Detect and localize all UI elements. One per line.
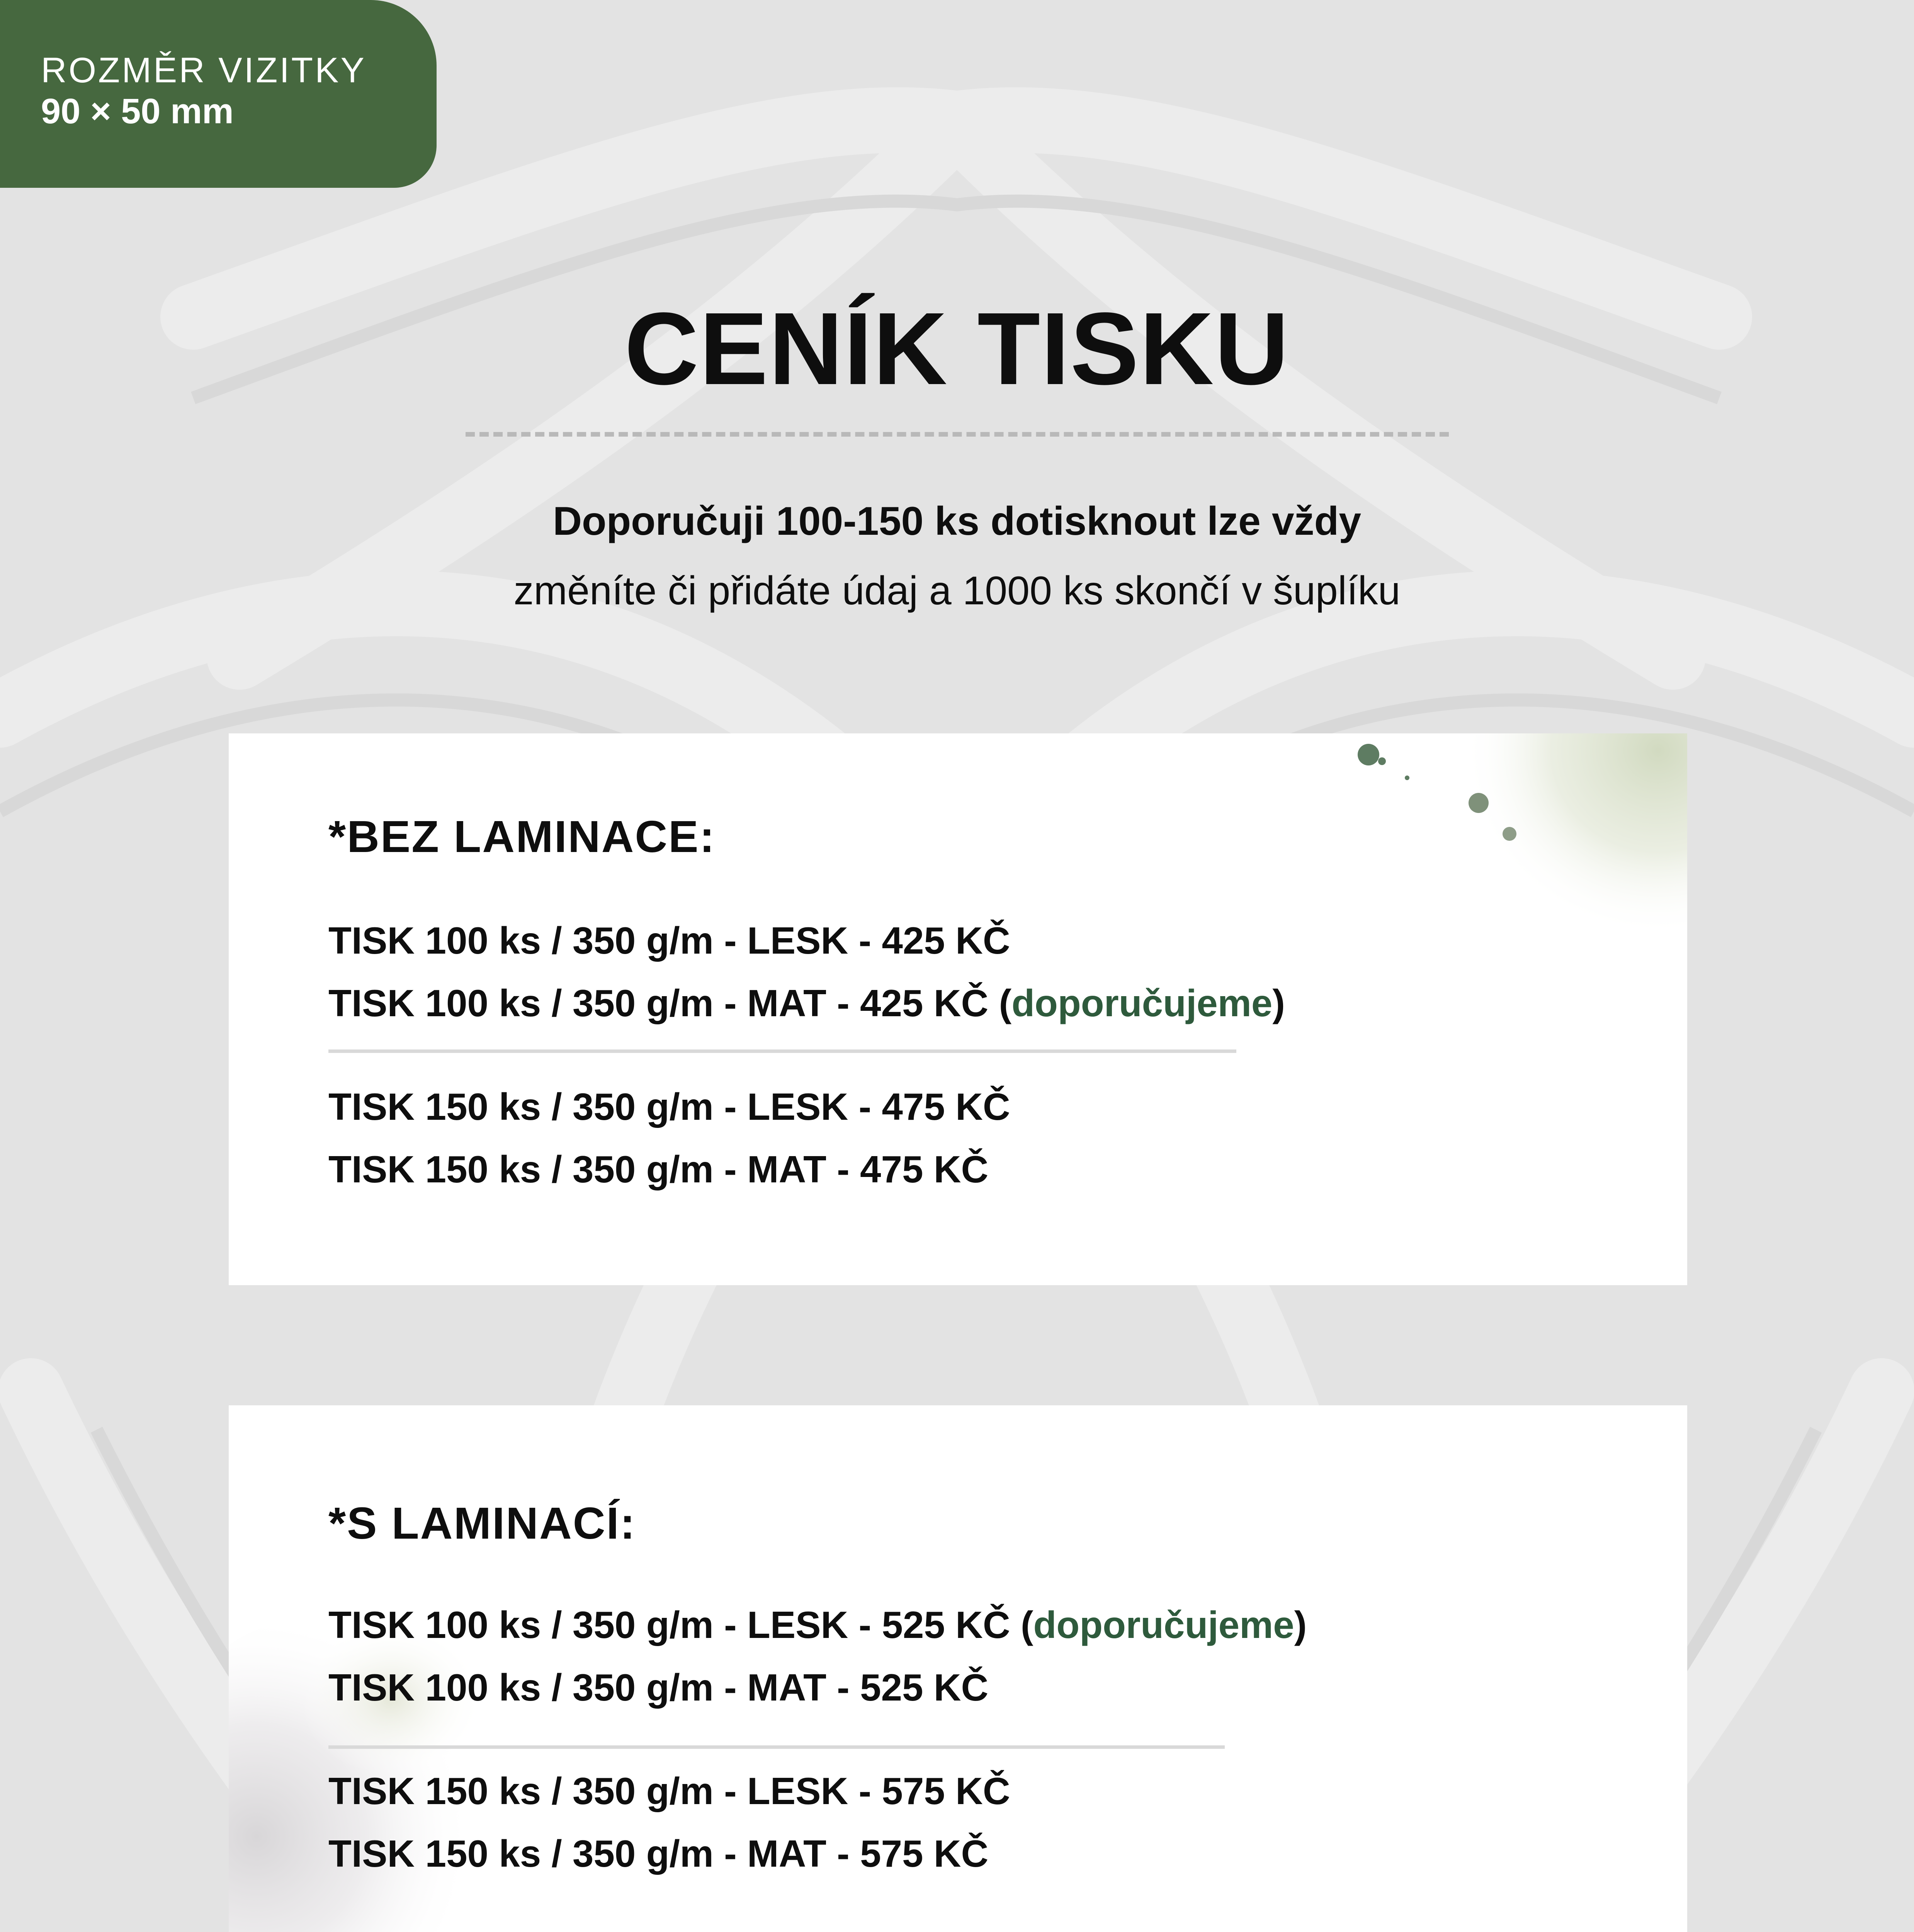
- badge-label: ROZMĚR VIZITKY: [41, 51, 366, 90]
- size-badge: [0, 0, 437, 188]
- title-divider: [466, 432, 1449, 437]
- intro-regular-line: změníte či přidáte údaj a 1000 ks skončí v šuplíku: [513, 568, 1401, 613]
- price-row: [328, 1148, 988, 1191]
- price-row: TISK 100 ks / 350 g/m - MAT - 425 KČ (doporučujeme): [328, 982, 1285, 1024]
- page-title: CENÍK TISKU: [624, 291, 1290, 406]
- price-row: [328, 919, 1010, 963]
- price-row-text: TISK 150 ks / 350 g/m - LESK - 475 KČ: [328, 1085, 1010, 1128]
- price-row-text: TISK 100 ks / 350 g/m - LESK - 425 KČ: [328, 919, 1010, 962]
- price-row: [328, 1769, 1010, 1813]
- price-row-text: TISK 150 ks / 350 g/m - MAT - 575 KČ: [328, 1832, 989, 1875]
- price-row-text: TISK 150 ks / 350 g/m - MAT - 475 KČ: [328, 1148, 989, 1190]
- row-divider: [328, 1745, 1225, 1749]
- price-card-with-lamination: [229, 1405, 1687, 1932]
- price-row-text: TISK 100 ks / 350 g/m - MAT - 525 KČ: [328, 1666, 989, 1709]
- card-heading: *BEZ LAMINACE:: [328, 811, 716, 862]
- watercolor-splash-decoration: [1339, 733, 1687, 1012]
- price-row-text: TISK 150 ks / 350 g/m - LESK - 575 KČ: [328, 1770, 1010, 1812]
- recommended-label: doporučujeme: [1011, 982, 1273, 1024]
- recommended-label: doporučujeme: [1033, 1604, 1294, 1646]
- badge-size: 90 × 50 mm: [41, 91, 234, 131]
- price-row-text: TISK 100 ks / 350 g/m - MAT - 425 KČ: [328, 982, 989, 1024]
- card-heading: *S LAMINACÍ:: [328, 1498, 636, 1548]
- price-row: [328, 1085, 1010, 1129]
- price-card-without-lamination: [229, 733, 1687, 1285]
- price-row: TISK 100 ks / 350 g/m - LESK - 525 KČ (doporučujeme): [328, 1604, 1307, 1646]
- row-divider: [328, 1049, 1236, 1053]
- intro-bold-line: Doporučuji 100-150 ks dotisknout lze vždy: [552, 499, 1362, 544]
- price-row: [328, 1666, 988, 1709]
- price-row: [328, 1832, 988, 1876]
- price-row-text: TISK 100 ks / 350 g/m - LESK - 525 KČ: [328, 1604, 1010, 1646]
